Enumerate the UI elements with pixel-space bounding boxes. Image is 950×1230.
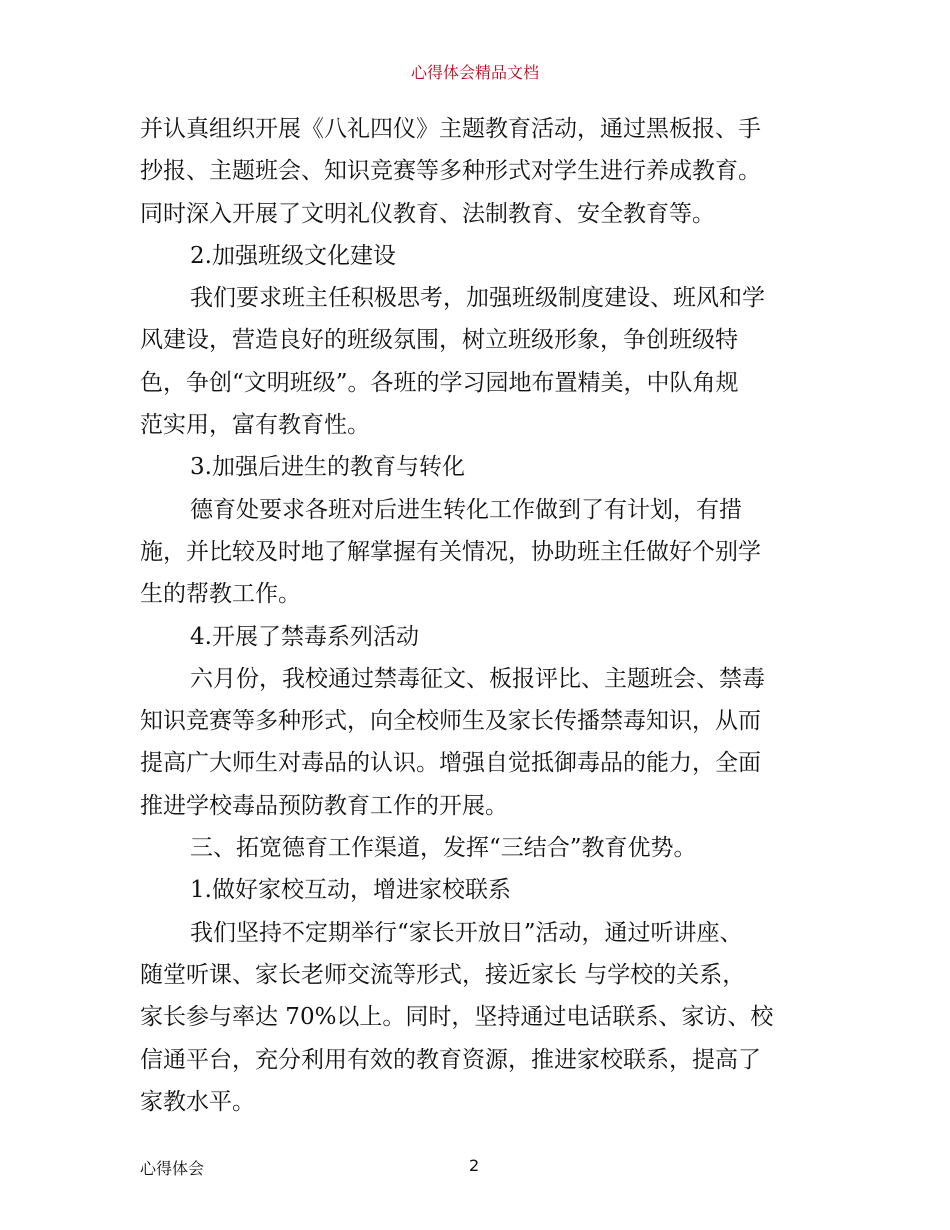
text-line: 知识竞赛等多种形式，向全校师生及家长传播禁毒知识，从而 [140, 708, 761, 735]
text-line: 信通平台，充分利用有效的教育资源，推进家校联系，提高了 [140, 1046, 761, 1073]
text-line: 随堂听课、家长老师交流等形式，接近家长 与学校的关系， [140, 961, 746, 988]
text-line: 并认真组织开展《八礼四仪》主题教育活动，通过黑板报、手 [140, 116, 761, 142]
text-line: 施，并比较及时地了解掌握有关情况，协助班主任做好个别学 [140, 538, 761, 565]
text-line: 提高广大师生对毒品的认识。增强自觉抵御毒品的能力，全面 [140, 750, 761, 777]
section-heading: 2.加强班级文化建设 [190, 242, 396, 269]
page-number: 2 [469, 1156, 480, 1175]
text-line: 生的帮教工作。 [140, 581, 301, 608]
text-line: 六月份，我校通过禁毒征文、板报评比、主题班会、禁毒 [190, 665, 765, 692]
document-body [140, 108, 820, 1123]
text-line: 范实用，富有教育性。 [140, 412, 370, 439]
section-heading: 三、拓宽德育工作渠道，发挥“三结合”教育优势。 [190, 835, 697, 862]
text-line: 我们要求班主任积极思考，加强班级制度建设、班风和学 [190, 285, 765, 312]
document-header-title: 心得体会精品文档 [410, 63, 539, 82]
footer-label: 心得体会 [140, 1159, 205, 1178]
text-line: 推进学校毒品预防教育工作的开展。 [140, 792, 508, 819]
text-line: 我们坚持不定期举行“家长开放日”活动，通过听讲座、 [190, 919, 743, 946]
text-line: 家教水平。 [140, 1088, 255, 1115]
text-line: 抄报、主题班会、知识竞赛等多种形式对学生进行养成教育。 [140, 158, 761, 185]
text-line: 同时深入开展了文明礼仪教育、法制教育、安全教育等。 [140, 200, 715, 227]
section-heading: 4.开展了禁毒系列活动 [190, 623, 419, 650]
text-line: 德育处要求各班对后进生转化工作做到了有计划，有措 [190, 496, 742, 523]
text-line: 家长参与率达 70%以上。同时，坚持通过电话联系、家访、校 [140, 1004, 774, 1031]
text-line: 色，争创“文明班级”。各班的学习园地布置精美，中队角规 [140, 369, 739, 396]
section-heading: 3.加强后进生的教育与转化 [190, 454, 465, 481]
text-line: 风建设，营造良好的班级氛围，树立班级形象，争创班级特 [140, 327, 738, 354]
section-heading: 1.做好家校互动，增进家校联系 [190, 877, 511, 904]
